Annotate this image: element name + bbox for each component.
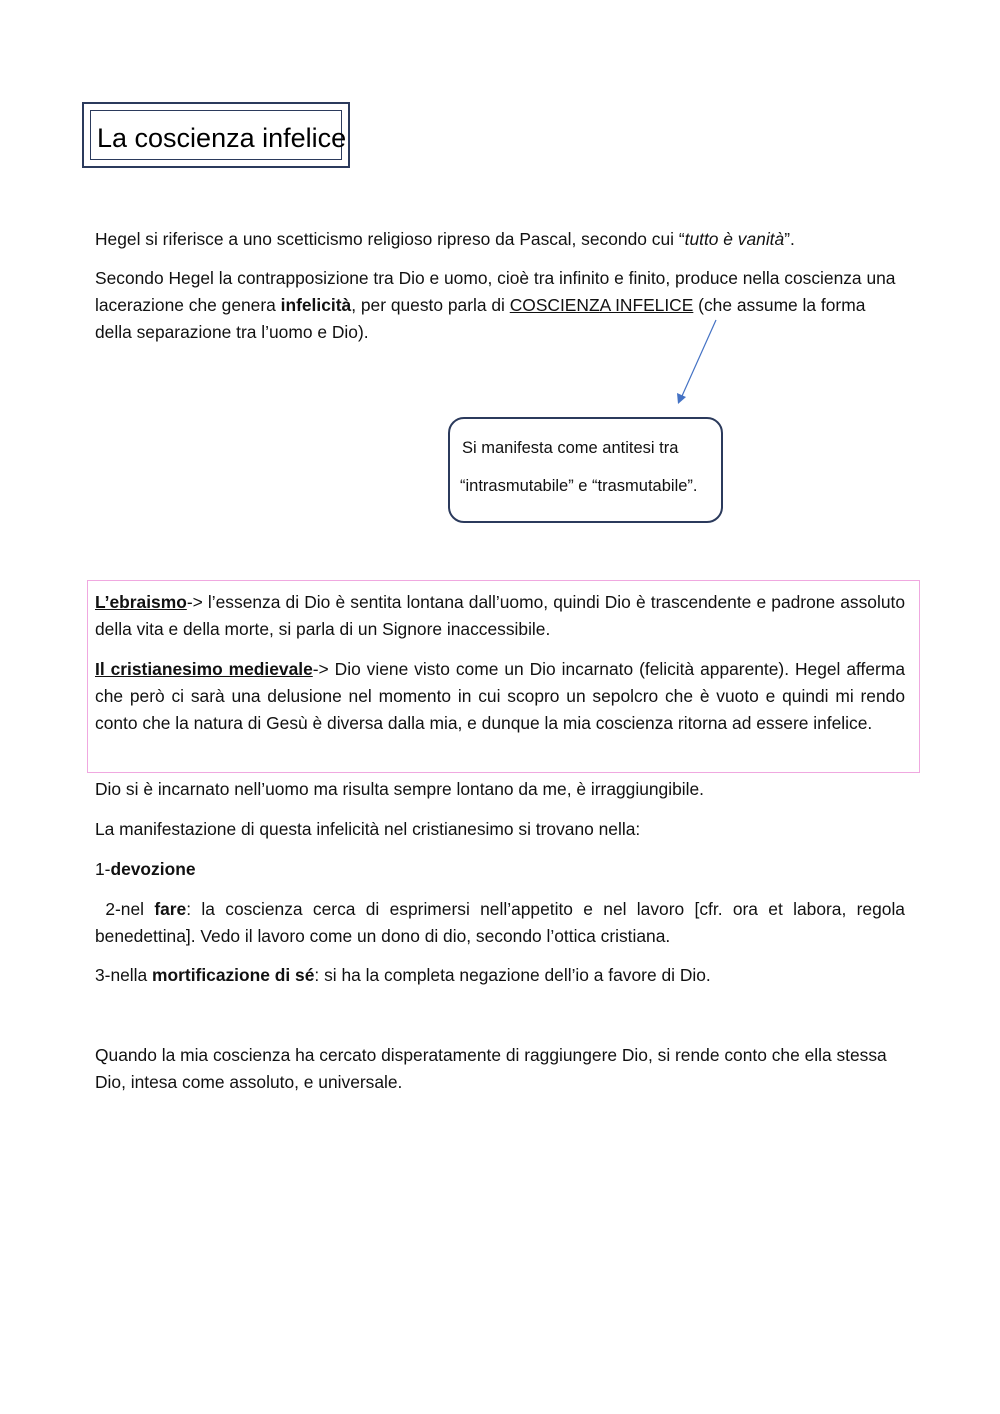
list-item-2-pre: 2-nel <box>95 899 155 919</box>
cristianesimo-text: -> Dio viene visto come un Dio incarnato (felicità apparente). Hegel afferma che però ci sarà una delusione nel momento in cui scopro un sepolcro che è vuoto e quindi mi rendo conto che la natura di Gesù è diversa dalla mia, e dunque la mia coscienza ritorna ad essere infelice. <box>95 659 905 733</box>
hegel-text-c: (che assume la forma della separazione tra l’uomo e Dio). <box>95 295 866 342</box>
list-item-3 <box>95 962 905 989</box>
intro-text: Hegel si riferisce a uno scetticismo religioso ripreso da Pascal, secondo cui “ <box>95 229 685 249</box>
list-item-2 <box>95 896 910 950</box>
list-item-1 <box>95 856 905 883</box>
callout-box <box>448 417 723 523</box>
cristianesimo-label: Il cristianesimo medievale <box>95 659 313 679</box>
arrow-line <box>682 320 716 396</box>
manifestazione-paragraph: La manifestazione di questa infelicità nel cristianesimo si trovano nella: <box>95 819 641 839</box>
intro-end: ”. <box>784 229 795 249</box>
hegel-underline: COSCIENZA INFELICE <box>509 295 694 315</box>
arrow-head <box>677 393 686 404</box>
callout-line-1: Si manifesta come antitesi tra <box>462 439 679 457</box>
list-item-1-num: 1- <box>95 859 111 879</box>
intro-quote: tutto è vanità <box>684 229 785 249</box>
ebraismo-text: -> l’essenza di Dio è sentita lontana dall’uomo, quindi Dio è trascendente e padrone assoluto della vita e della morte, si parla di un Signore inaccessibile. <box>95 592 905 639</box>
hegel-bold: infelicità <box>280 295 352 315</box>
incarnato-paragraph: Dio si è incarnato nell’uomo ma risulta sempre lontano da me, è irraggiungibile. <box>95 779 704 799</box>
ebraismo-paragraph <box>95 589 905 643</box>
hegel-text-a: Secondo Hegel la contrapposizione tra Dio e uomo, cioè tra infinito e finito, produce nella coscienza una lacerazione che genera <box>95 268 896 315</box>
cristianesimo-paragraph <box>95 656 905 737</box>
hegel-text-b: , per questo parla di <box>351 295 510 315</box>
ebraismo-label: L’ebraismo <box>95 592 187 612</box>
list-item-3-text: : si ha la completa negazione dell’io a favore di Dio. <box>314 965 711 985</box>
list-item-2-bold: fare <box>154 899 187 919</box>
list-item-2-text: : la coscienza cerca di esprimersi nell’appetito e nel lavoro [cfr. ora et labora, regola benedettina]. Vedo il lavoro come un dono di dio, secondo l’ottica cristiana. <box>95 899 910 946</box>
list-item-1-bold: devozione <box>110 859 196 879</box>
conclusion-paragraph: Quando la mia coscienza ha cercato disperatamente di raggiungere Dio, si rende conto che ella stessa Dio, intesa come assoluto, e universale. <box>95 1045 887 1092</box>
callout-line-2: “intrasmutabile” e “trasmutabile”. <box>460 477 698 495</box>
page-title: La coscienza infelice <box>97 123 347 153</box>
list-item-3-pre: 3-nella <box>95 965 153 985</box>
list-item-3-bold: mortificazione di sé <box>152 965 315 985</box>
